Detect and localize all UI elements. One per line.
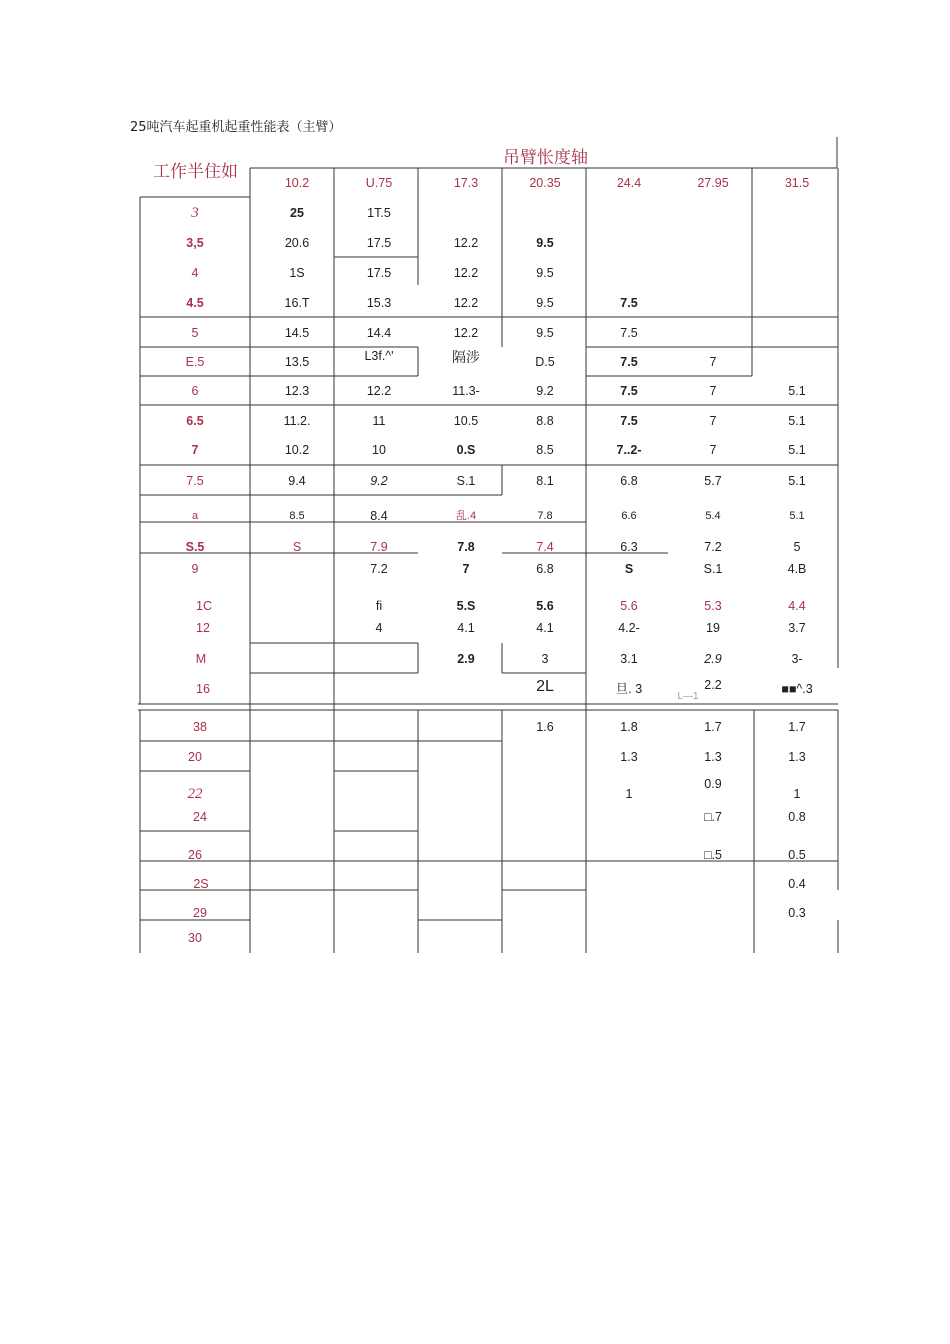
load-cell: 7.8: [457, 540, 475, 554]
load-cell: 1.7: [788, 720, 806, 734]
load-cell: 7: [709, 414, 717, 428]
boom-length-5: 27.95: [697, 176, 729, 190]
load-cell: 3-: [791, 652, 803, 666]
stray-mark: L—1: [677, 691, 699, 702]
load-cell: 7.8: [537, 510, 553, 522]
boom-length-6: 31.5: [784, 176, 810, 190]
load-cell: 1.3: [620, 750, 638, 764]
load-cell: 11: [372, 414, 386, 428]
boom-length-4: 24.4: [616, 176, 642, 190]
load-cell: ■■^.3: [781, 682, 813, 696]
document-title: 25吨汽车起重机起重性能表（主臂）: [130, 120, 342, 135]
load-cell: 0.3: [788, 906, 806, 920]
load-cell: D.5: [535, 355, 555, 369]
load-cell: 6.6: [621, 510, 637, 522]
radius-7: 6.5: [186, 414, 204, 428]
load-cell: 11.2.: [283, 414, 311, 428]
load-cell: 2.9: [457, 652, 475, 666]
load-cell: 17.5: [366, 266, 392, 280]
boom-length-header: 吊臂怅度轴: [503, 148, 588, 168]
load-cell: 11.3-: [452, 384, 480, 398]
radius-10: a: [191, 510, 199, 522]
radius-1: 3,5: [186, 236, 204, 250]
load-cell: 12.2: [453, 236, 479, 250]
radius-12: 9: [191, 562, 199, 576]
radius-17: 38: [193, 720, 207, 734]
boom-length-3: 20.35: [529, 176, 561, 190]
load-cell: 旦. 3: [615, 682, 643, 696]
load-cell: 8.5: [289, 510, 305, 522]
radius-9: 7.5: [186, 474, 204, 488]
load-cell: 10.2: [284, 443, 310, 457]
load-cell: 5.1: [789, 510, 805, 522]
load-cell: 19: [706, 621, 720, 635]
load-cell: 4.4: [788, 599, 806, 613]
load-cell: 0.S: [456, 443, 476, 457]
radius-23: 29: [193, 906, 207, 920]
load-cell: 15.3: [366, 296, 392, 310]
load-cell: 12.3: [284, 384, 310, 398]
radius-20: 24: [193, 810, 207, 824]
load-cell: fi: [375, 599, 383, 613]
load-cell: 7: [709, 384, 717, 398]
load-cell: 7.4: [536, 540, 554, 554]
radius-15: M: [195, 652, 207, 666]
load-cell: 3.7: [788, 621, 806, 635]
load-cell: 4.1: [536, 621, 554, 635]
load-cell: S.1: [456, 474, 476, 488]
radius-5: E.5: [185, 355, 205, 369]
load-cell: 20.6: [284, 236, 310, 250]
load-cell: 7.5: [620, 326, 638, 340]
load-cell: 5.4: [705, 510, 721, 522]
load-cell: 7.5: [620, 296, 638, 310]
radius-0: 3: [191, 205, 199, 221]
load-cell: 4.2-: [618, 621, 640, 635]
load-cell: 7: [709, 443, 717, 457]
load-cell: 5.S: [456, 599, 476, 613]
load-cell: 1: [793, 787, 801, 801]
load-cell: 7.5: [620, 355, 638, 369]
radius-13: 1C: [196, 599, 212, 613]
radius-2: 4: [191, 266, 199, 280]
load-cell: S: [624, 562, 634, 576]
load-cell: 7..2-: [616, 443, 642, 457]
boom-length-1: U.75: [365, 176, 393, 190]
load-cell: 0.5: [788, 848, 806, 862]
load-cell: 4: [375, 621, 383, 635]
load-cell: S.1: [703, 562, 723, 576]
load-cell: 9.5: [536, 236, 554, 250]
load-cell: 4.B: [787, 562, 807, 576]
radius-3: 4.5: [186, 296, 204, 310]
load-cell: 1S: [289, 266, 305, 280]
load-cell: 14.4: [366, 326, 392, 340]
load-cell: 7: [709, 355, 717, 369]
radius-4: 5: [191, 326, 199, 340]
load-cell: 9.5: [536, 266, 554, 280]
load-cell: 0.4: [788, 877, 806, 891]
load-cell: 7.2: [370, 562, 388, 576]
load-cell: 10: [372, 443, 386, 457]
load-cell: 8.8: [536, 414, 554, 428]
load-cell: 3.1: [620, 652, 638, 666]
radius-11: S.5: [185, 540, 205, 554]
load-cell: 5.1: [788, 384, 806, 398]
load-cell: 5.6: [620, 599, 638, 613]
load-cell: 7.5: [620, 384, 638, 398]
load-cell: 8.1: [536, 474, 554, 488]
load-cell: 隔涉: [452, 350, 480, 366]
load-cell: 5.6: [536, 599, 554, 613]
radius-6: 6: [191, 384, 199, 398]
load-cell: L3f.^': [364, 349, 394, 363]
load-cell: 6.8: [536, 562, 554, 576]
load-cell: 0.9: [704, 777, 722, 791]
load-cell: 12.2: [453, 296, 479, 310]
radius-column-header: 工作半住如: [153, 162, 238, 182]
load-cell: 9.2: [370, 474, 388, 488]
load-cell: 13.5: [284, 355, 310, 369]
load-cell: □.5: [704, 848, 722, 862]
radius-24: 30: [188, 931, 202, 945]
load-cell: 6.3: [620, 540, 638, 554]
load-cell: 7.2: [704, 540, 722, 554]
radius-19: 22: [187, 786, 203, 802]
boom-length-0: 10.2: [284, 176, 310, 190]
load-cell: 2.9: [704, 652, 722, 666]
load-cell: 5.1: [788, 474, 806, 488]
load-cell: 1.8: [620, 720, 638, 734]
load-cell: 6.8: [620, 474, 638, 488]
load-cell: 1.3: [704, 750, 722, 764]
load-cell: 8.4: [370, 509, 388, 523]
load-cell: 5.7: [704, 474, 722, 488]
load-cell: 17.5: [366, 236, 392, 250]
load-cell: 9.5: [536, 326, 554, 340]
load-cell: 1T.5: [367, 206, 391, 220]
radius-18: 20: [188, 750, 202, 764]
load-cell: 1.7: [704, 720, 722, 734]
load-cell: 1.3: [788, 750, 806, 764]
load-cell: 12.2: [366, 384, 392, 398]
radius-8: 7: [191, 443, 199, 457]
load-cell: 16.T: [284, 296, 310, 310]
radius-16: 16: [196, 682, 210, 696]
load-cell: 4.1: [457, 621, 475, 635]
load-cell: 9.5: [536, 296, 554, 310]
load-cell: 12.2: [453, 266, 479, 280]
radius-21: 26: [188, 848, 202, 862]
radius-14: 12: [196, 621, 210, 635]
load-cell: 9.2: [536, 384, 554, 398]
load-cell: 7.5: [620, 414, 638, 428]
load-cell: 乱.4: [455, 510, 477, 522]
load-cell: 2L: [536, 678, 554, 695]
load-cell: 0.8: [788, 810, 806, 824]
load-cell: 5.3: [704, 599, 722, 613]
load-cell: 7: [462, 562, 470, 576]
load-cell: 10.5: [453, 414, 479, 428]
load-cell: □.7: [704, 810, 722, 824]
load-cell: 7.9: [370, 540, 388, 554]
boom-length-2: 17.3: [453, 176, 479, 190]
load-cell: 5: [793, 540, 801, 554]
load-cell: 1.6: [536, 720, 554, 734]
load-cell: S: [292, 540, 302, 554]
load-cell: 5.1: [788, 414, 806, 428]
load-cell: 25: [290, 206, 304, 220]
load-cell: 12.2: [453, 326, 479, 340]
load-cell: 9.4: [288, 474, 306, 488]
load-cell: 8.5: [536, 443, 554, 457]
load-cell: 5.1: [788, 443, 806, 457]
load-cell: 1: [625, 787, 633, 801]
radius-22: 2S: [193, 877, 209, 891]
load-cell: 14.5: [284, 326, 310, 340]
load-cell: 2.2: [704, 678, 722, 692]
load-cell: 3: [541, 652, 549, 666]
